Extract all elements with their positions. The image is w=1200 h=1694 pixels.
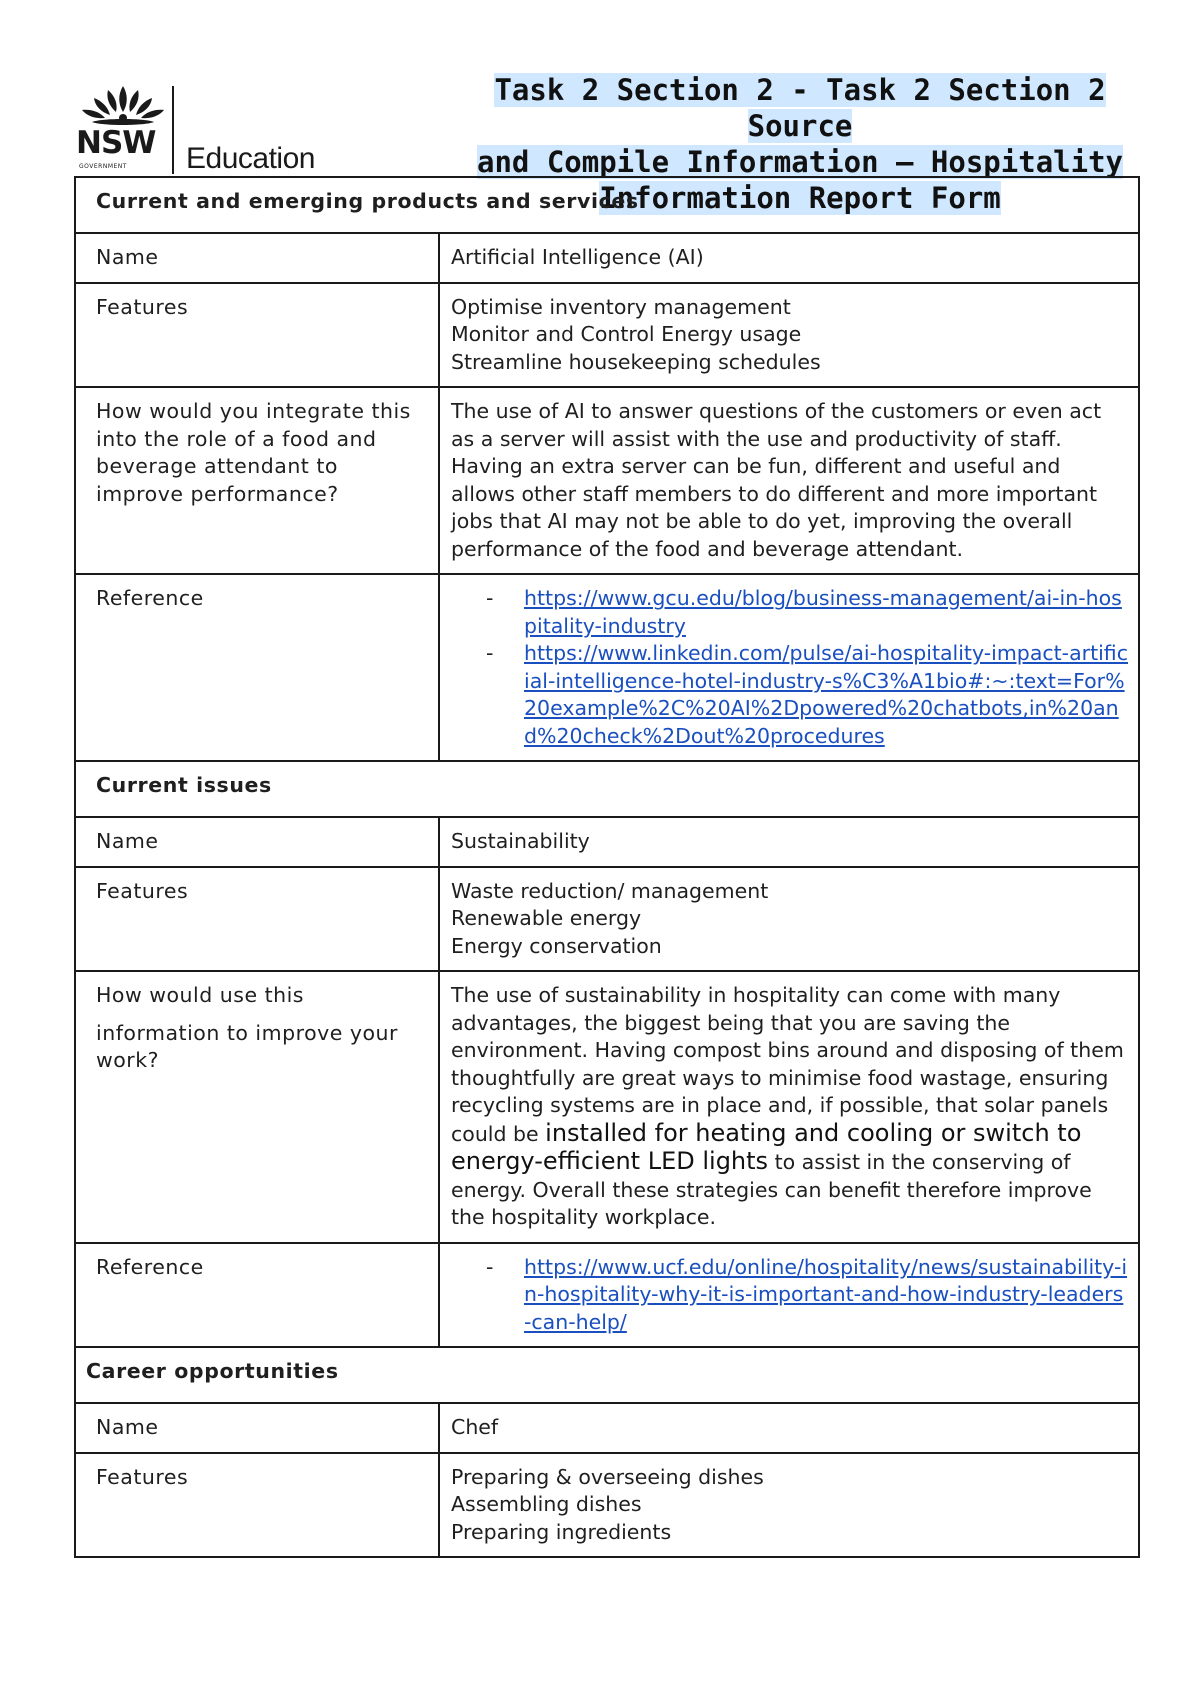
issues-reference-value (439, 1243, 1139, 1348)
products-name-value[interactable]: Artificial Intelligence (AI) (439, 233, 1139, 283)
products-features-label: Features (75, 283, 439, 388)
products-integrate-question: How would you integrate this into the role of a food and beverage attendant to improve performance? (75, 387, 439, 574)
feature-item: Renewable energy (451, 906, 642, 930)
products-name-label: Name (75, 233, 439, 283)
issues-name-value[interactable]: Sustainability (439, 817, 1139, 867)
products-features-value[interactable] (439, 283, 1139, 388)
table-row (75, 387, 1139, 574)
issues-reference-label: Reference (75, 1243, 439, 1348)
logo-education-text: Education (186, 142, 315, 175)
logo-nsw-text: NSW (76, 125, 156, 161)
careers-features-label: Features (75, 1453, 439, 1558)
table-row (75, 1403, 1139, 1453)
reference-list (451, 1254, 1128, 1337)
products-integrate-answer[interactable]: The use of AI to answer questions of the customers or even act as a server will assist with the use and productivity of staff. Having an extra server can be fun, different and useful and allows other staff members to do different and more important jobs that AI may not be able to do yet, improving the overall performance of the food and beverage attendant. (439, 387, 1139, 574)
list-item (451, 585, 1128, 640)
answer-text: The use of sustainability in hospitality can come with many advantages, the biggest being that you are saving the environment. Having compost bins around and disposing of them thoughtfully are great ways to minimise food wastage, ensuring recycling systems are in place and, if possible, that solar panels could be (451, 983, 1124, 1146)
table-row (75, 283, 1139, 388)
logo-government-text: GOVERNMENT (79, 163, 127, 170)
issues-features-value[interactable] (439, 867, 1139, 972)
waratah-flower-icon (78, 84, 168, 130)
issues-name-label: Name (75, 817, 439, 867)
table-row (75, 1453, 1139, 1558)
table-row (75, 574, 1139, 761)
feature-item: Energy conservation (451, 933, 662, 958)
products-reference-label: Reference (75, 574, 439, 761)
nsw-education-logo (76, 80, 336, 180)
issues-use-question-line-1: How would use this (96, 983, 304, 1007)
section-row-products (75, 177, 1139, 233)
reference-link[interactable]: https://www.ucf.edu/online/hospitality/news/sustainability-in-hospitality-why-it-is-important-and-how-industry-leaders-can-help/ (524, 1254, 1128, 1334)
title-line-1: Task 2 Section 2 - Task 2 Section 2 Source (494, 73, 1106, 143)
feature-item: Waste reduction/ management (451, 878, 769, 903)
careers-features-value[interactable] (439, 1453, 1139, 1558)
feature-item: Assembling dishes (451, 1492, 642, 1516)
issues-use-question (75, 971, 439, 1243)
logo-divider (172, 86, 174, 174)
issues-features-label: Features (75, 867, 439, 972)
issues-use-answer[interactable] (439, 971, 1139, 1243)
list-item (451, 640, 1128, 750)
feature-item: Preparing & overseeing dishes (451, 1464, 764, 1489)
table-row (75, 1243, 1139, 1348)
products-reference-value (439, 574, 1139, 761)
table-row (75, 817, 1139, 867)
table-row (75, 971, 1139, 1243)
information-report-table (74, 176, 1140, 1558)
feature-item: Monitor and Control Energy usage (451, 322, 802, 346)
list-item (451, 1254, 1128, 1337)
feature-item: Preparing ingredients (451, 1519, 672, 1544)
question-spacer (96, 1010, 428, 1020)
feature-item: Optimise inventory management (451, 294, 791, 319)
section-heading-issues: Current issues (75, 761, 1139, 817)
section-row-careers (75, 1347, 1139, 1403)
table-row (75, 233, 1139, 283)
reference-link[interactable]: https://www.linkedin.com/pulse/ai-hospitality-impact-artificial-intelligence-hotel-industry-s%C3%A1bio#:~:text=For%20example%2C%20AI%2Dpowered%20chatbots,in%20and%20check%2Dout%20procedures (524, 641, 1128, 748)
title-line-2: and Compile Information – Hospitality (476, 145, 1123, 179)
reference-link[interactable]: https://www.gcu.edu/blog/business-management/ai-in-hospitality-industry (524, 586, 1122, 638)
section-heading-products: Current and emerging products and services (75, 177, 1139, 233)
title-line-3: Information Report Form (599, 181, 1001, 215)
section-row-issues (75, 761, 1139, 817)
careers-name-value[interactable]: Chef (439, 1403, 1139, 1453)
section-heading-careers: Career opportunities (75, 1347, 1139, 1403)
careers-name-label: Name (75, 1403, 439, 1453)
table-row (75, 867, 1139, 972)
answer-emphasis: installed for heating and cooling or switch to energy-efficient LED lights (451, 1118, 1082, 1175)
issues-use-question-line-2: information to improve your work? (96, 1020, 398, 1072)
answer-text: to assist in the conserving of energy. Overall these strategies can benefit therefore improve the hospitality workplace. (451, 1150, 1092, 1229)
reference-list (451, 585, 1128, 750)
feature-item: Streamline housekeeping schedules (451, 349, 821, 374)
